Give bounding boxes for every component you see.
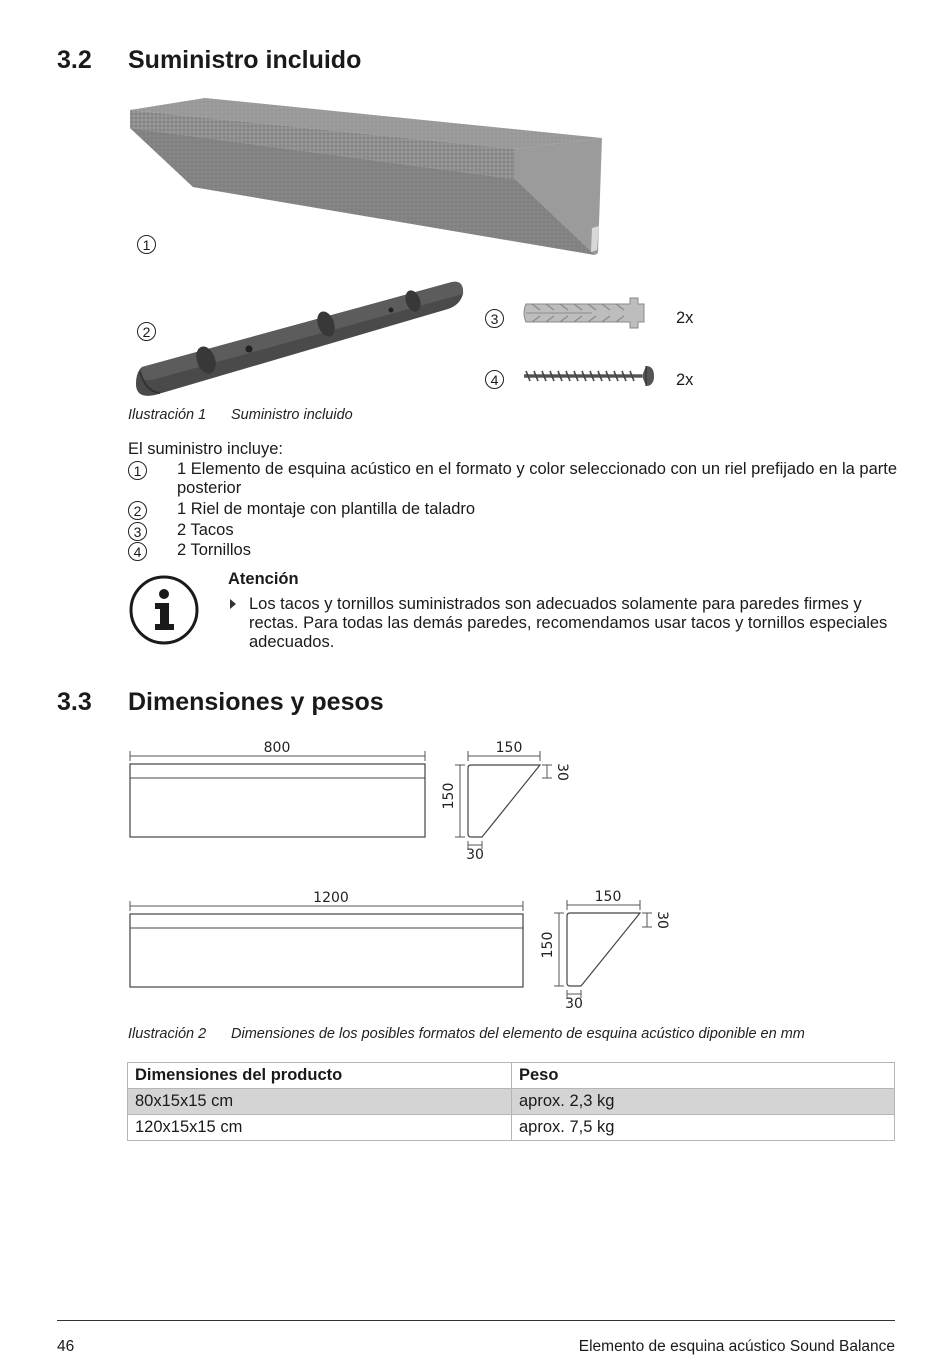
caption-label: Ilustración 2 [128, 1026, 207, 1042]
wall-plug-illustration [522, 294, 650, 332]
dimension-drawing-1200 [120, 885, 680, 1015]
list-item-text: 2 Tornillos [177, 541, 251, 559]
mounting-rail-illustration [130, 272, 470, 402]
list-marker: 3 [128, 522, 147, 541]
table-row [128, 1089, 895, 1115]
table-cell: aprox. 2,3 kg [512, 1089, 895, 1115]
dimension-length: 800 [263, 740, 291, 756]
list-item-text: 2 Tacos [177, 521, 234, 539]
list-marker: 1 [128, 461, 147, 480]
quantity-plugs: 2x [676, 309, 694, 327]
supply-intro: El suministro incluye: [128, 440, 283, 458]
notice-title: Atención [228, 570, 299, 588]
triangle-right-icon [229, 598, 237, 610]
dimension-width: 150 [495, 740, 523, 756]
table-cell: 120x15x15 cm [128, 1115, 512, 1141]
caption-text: Dimensiones de los posibles formatos del elemento de esquina acústico diponible en mm [231, 1026, 805, 1042]
dimension-bottom: 30 [466, 847, 484, 863]
dimension-width: 150 [594, 889, 622, 905]
figure-2-caption [128, 1026, 805, 1042]
caption-text: Suministro incluido [231, 407, 353, 423]
section-heading-3-2 [57, 46, 657, 78]
table-row [128, 1115, 895, 1141]
list-item-text: 1 Riel de montaje con plantilla de taladro [177, 500, 476, 518]
callout-2: 2 [137, 322, 156, 341]
screw-illustration [520, 363, 656, 389]
footer-divider [57, 1320, 895, 1321]
list-item-text: 1 Elemento de esquina acústico en el formato y color seleccionado con un riel prefijado en la parte posterior [177, 460, 898, 497]
caption-label: Ilustración 1 [128, 407, 207, 423]
section-number: 3.3 [57, 688, 92, 716]
dimension-depth: 30 [554, 763, 570, 781]
dimensions-weights-table [127, 1062, 895, 1141]
dimension-bottom: 30 [565, 996, 583, 1012]
section-heading-3-3 [57, 688, 657, 720]
section-number: 3.2 [57, 46, 92, 74]
quantity-screws: 2x [676, 371, 694, 389]
notice-text: Los tacos y tornillos suministrados son adecuados solamente para paredes firmes y rectas. Para todas las demás paredes, recomendamos usar tacos y tornillos especiales adecuados. [249, 595, 888, 651]
list-marker: 4 [128, 542, 147, 561]
list-item [128, 460, 908, 500]
table-cell: 80x15x15 cm [128, 1089, 512, 1115]
corner-element-illustration [125, 95, 607, 260]
table-header-row [128, 1063, 895, 1089]
callout-3: 3 [485, 309, 504, 328]
callout-4: 4 [485, 370, 504, 389]
list-marker: 2 [128, 501, 147, 520]
section-title: Suministro incluido [128, 46, 362, 74]
table-cell: aprox. 7,5 kg [512, 1115, 895, 1141]
callout-1: 1 [137, 235, 156, 254]
table-header: Dimensiones del producto [128, 1063, 512, 1089]
info-icon [128, 574, 200, 646]
section-title: Dimensiones y pesos [128, 688, 384, 716]
dimension-length: 1200 [313, 890, 349, 906]
dimension-height: 150 [540, 931, 556, 959]
dimension-height: 150 [441, 782, 457, 810]
list-item [128, 541, 908, 561]
list-item [128, 500, 908, 520]
footer-doc-title: Elemento de esquina acústico Sound Balance [578, 1338, 895, 1355]
dimension-drawing-800 [120, 735, 590, 865]
dimension-depth: 30 [654, 911, 670, 929]
list-item [128, 521, 908, 541]
table-header: Peso [512, 1063, 895, 1089]
page-number: 46 [57, 1338, 75, 1355]
figure-1-caption [128, 407, 353, 423]
